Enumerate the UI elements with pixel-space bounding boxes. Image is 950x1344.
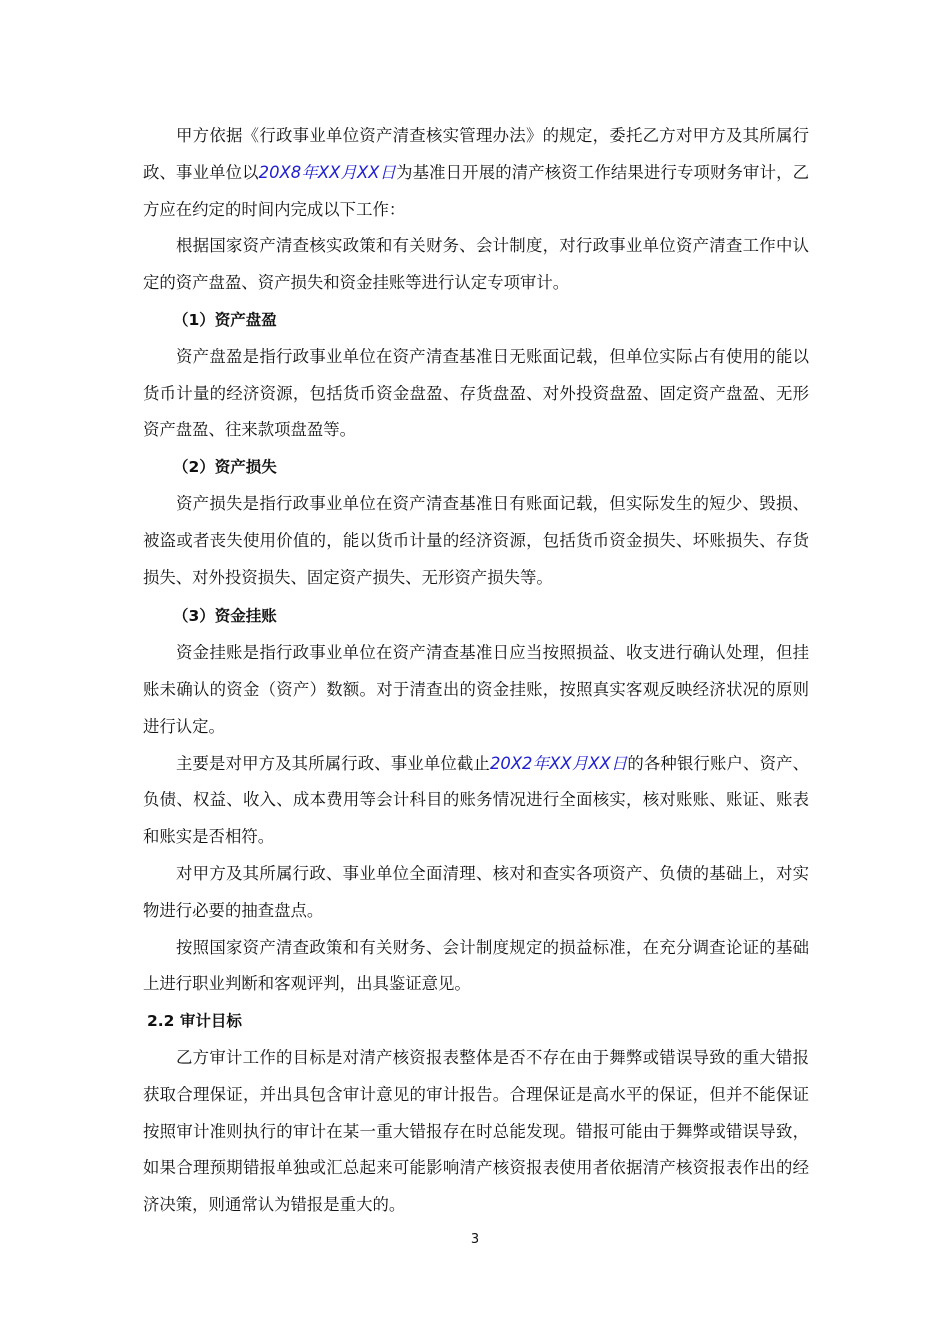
page-body <box>143 118 809 1224</box>
paragraph-verification: 主要是对甲方及其所属行政、事业单位截止20X2年XX月XX日的各种银行账户、资产、负债、权益、收入、成本费用等会计科目的账务情况进行全面核实，核对账账、账证、账表和账实是否相符。 <box>143 753 810 847</box>
paragraph-asset-loss: 资产损失是指行政事业单位在资产清查基准日有账面记载，但实际发生的短少、毁损、被盗或者丧失使用价值的，能以货币计量的经济资源，包括货币资金损失、坏账损失、存货损失、对外投资损失、固定资产损失、无形资产损失等。 <box>143 493 809 587</box>
paragraph-inventory-check: 对甲方及其所属行政、事业单位全面清理、核对和查实各项资产、负债的基础上，对实物进行必要的抽查盘点。 <box>143 863 809 920</box>
heading-fund-suspense: （3）资金挂账 <box>173 607 277 626</box>
paragraph-fund-suspense: 资金挂账是指行政事业单位在资产清查基准日应当按照损益、收支进行确认处理，但挂账未确认的资金（资产）数额。对于清查出的资金挂账，按照真实客观反映经济状况的原则进行认定。 <box>143 643 809 736</box>
paragraph-judgment: 按照国家资产清查政策和有关财务、会计制度规定的损益标准，在充分调查论证的基础上进行职业判断和客观评判，出具鉴证意见。 <box>143 937 809 994</box>
paragraph-audit-objective: 乙方审计工作的目标是对清产核资报表整体是否不存在由于舞弊或错误导致的重大错报获取合理保证，并出具包含审计意见的审计报告。合理保证是高水平的保证，但并不能保证按照审计准则执行的审计在某一重大错报存在时总能发现。错报可能由于舞弊或错误导致，如果合理预期错报单独或汇总起来可能影响清产核资报表使用者依据清产核资报表作出的经济决策，则通常认为错报是重大的。 <box>143 1047 809 1215</box>
base-date: 20X8年XX月XX日 <box>258 162 397 182</box>
paragraph-asset-surplus: 资产盘盈是指行政事业单位在资产清查基准日无账面记载，但单位实际占有使用的能以货币计量的经济资源，包括货币资金盘盈、存货盘盈、对外投资盘盈、固定资产盘盈、无形资产盘盈、往来款项盘盈等。 <box>143 346 809 440</box>
heading-asset-loss: （2）资产损失 <box>173 458 277 477</box>
paragraph-scope: 根据国家资产清查核实政策和有关财务、会计制度，对行政事业单位资产清查工作中认定的资产盘盈、资产损失和资金挂账等进行认定专项审计。 <box>143 236 809 293</box>
paragraph-entrustment: 甲方依据《行政事业单位资产清查核实管理办法》的规定，委托乙方对甲方及其所属行政、事业单位以20X8年XX月XX日为基准日开展的清产核资工作结果进行专项财务审计，乙方应在约定的时间内完成以下工作： <box>143 126 810 219</box>
cutoff-date: 20X2年XX月XX日 <box>489 753 628 773</box>
page-number: 3 <box>470 1232 480 1247</box>
heading-audit-objective: 2.2 审计目标 <box>147 1012 242 1031</box>
heading-asset-surplus: （1）资产盘盈 <box>173 310 277 329</box>
